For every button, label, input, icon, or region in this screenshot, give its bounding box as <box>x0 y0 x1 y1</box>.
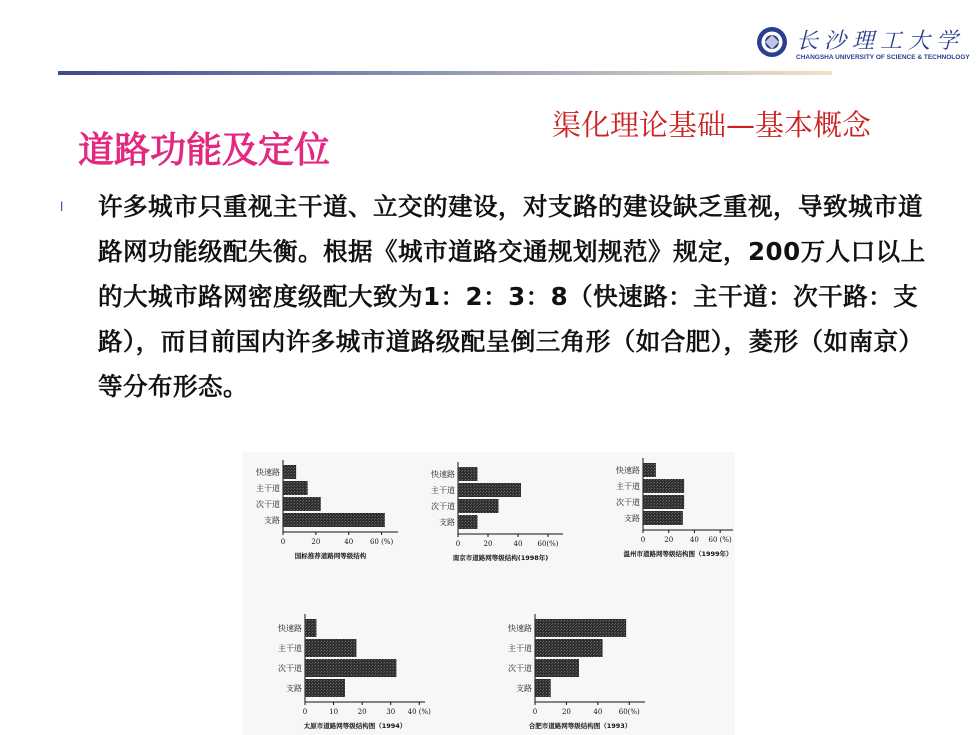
chart-3-bar <box>643 479 684 493</box>
chart-3-tick-label: 20 <box>664 536 674 544</box>
chart-2-bar <box>458 515 478 529</box>
chart-2-category-label: 主干道 <box>431 486 455 495</box>
chart-5-category-label: 次干道 <box>508 664 532 673</box>
chart-4-bar <box>305 639 356 657</box>
chart-5-category-label: 主干道 <box>508 644 532 653</box>
chart-3-tick-label: 40 <box>689 536 699 544</box>
university-emblem-icon <box>756 26 788 58</box>
chart-4-category-label: 快速路 <box>278 624 302 633</box>
body-paragraph: 许多城市只重视主干道、立交的建设，对支路的建设缺乏重视，导致城市道路网功能级配失衡。根据《城市道路交通规划规范》规定，200万人口以上的大城市路网密度级配大致为1：2：3：8（快速路：主干道：次干路：支路），而目前国内许多城市道路级配呈倒三角形（如合肥），菱形（如南京）等分布形态。 <box>98 192 926 401</box>
chart-5-title: 合肥市道路网等级结构图（1993） <box>528 722 632 730</box>
chart-1-category-label: 快速路 <box>256 468 280 477</box>
chart-3-bar <box>643 511 683 525</box>
chart-3-bar <box>643 463 656 477</box>
university-logo <box>756 22 970 66</box>
chart-3-category-label: 支路 <box>624 514 640 523</box>
chart-1-tick-label: 60 (%) <box>369 538 394 546</box>
road-hierarchy-figure <box>243 452 735 735</box>
logo-name-en: CHANGSHA UNIVERSITY OF SCIENCE & TECHNOLOGY <box>796 54 970 61</box>
chart-5-bar <box>535 639 603 657</box>
chart-4-bar <box>305 619 316 637</box>
chart-4-tick-label: 40 (%) <box>407 708 431 716</box>
chart-5-bar <box>535 619 626 637</box>
chart-1-tick-label: 20 <box>311 538 321 546</box>
chart-2-bar <box>458 499 499 513</box>
chart-3-category-label: 快速路 <box>616 466 640 475</box>
chart-2-title: 南京市道路网等级结构(1998年) <box>452 554 549 562</box>
chart-5-category-label: 支路 <box>516 684 532 693</box>
chart-5-tick-label: 40 <box>593 708 603 716</box>
chart-5-category-label: 快速路 <box>508 624 532 633</box>
chart-1-category-label: 支路 <box>264 516 280 525</box>
chart-5-tick-label: 0 <box>532 708 538 716</box>
chart-1-bar <box>283 465 296 479</box>
chart-4-tick-label: 20 <box>357 708 367 716</box>
chart-5-tick-label: 60(%) <box>618 708 640 716</box>
chart-1-title: 国标推荐道路网等级结构 <box>294 552 367 560</box>
chart-2-bar <box>458 483 521 497</box>
section-subtitle: 渠化理论基础—基本概念 <box>552 108 872 142</box>
chart-2-tick-label: 0 <box>455 540 461 548</box>
chart-3-tick-label: 0 <box>640 536 646 544</box>
chart-1-category-label: 次干道 <box>256 500 280 509</box>
chart-3-tick-label: 60 (%) <box>708 536 732 544</box>
chart-4-bar <box>305 679 345 697</box>
chart-4-tick-label: 0 <box>302 708 308 716</box>
chart-4-category-label: 主干道 <box>278 644 302 653</box>
chart-3-category-label: 次干道 <box>616 498 640 507</box>
chart-5-tick-label: 20 <box>561 708 571 716</box>
chart-1-bar <box>283 513 385 527</box>
chart-3-category-label: 主干道 <box>616 482 640 491</box>
chart-4-bar <box>305 659 396 677</box>
slide-title: 道路功能及定位 <box>78 130 331 171</box>
chart-2-category-label: 次干道 <box>431 502 455 511</box>
chart-4-category-label: 支路 <box>286 684 302 693</box>
chart-2-tick-label: 40 <box>513 540 523 548</box>
road-hierarchy-charts <box>243 452 735 735</box>
chart-2-tick-label: 60(%) <box>537 540 559 548</box>
chart-4-category-label: 次干道 <box>278 664 302 673</box>
chart-2-category-label: 支路 <box>439 518 455 527</box>
chart-4-tick-label: 30 <box>386 708 396 716</box>
chart-4-title: 太原市道路网等级结构图（1994） <box>303 722 407 730</box>
chart-4-tick-label: 10 <box>329 708 339 716</box>
chart-1-tick-label: 0 <box>280 538 286 546</box>
bullet-marker: l <box>60 200 64 214</box>
chart-3-bar <box>643 495 684 509</box>
chart-5-bar <box>535 659 579 677</box>
header-rule <box>58 71 832 77</box>
logo-name-cn: 长沙理工大学 <box>796 29 965 54</box>
chart-5-bar <box>535 679 551 697</box>
chart-1-category-label: 主干道 <box>256 484 280 493</box>
chart-2-category-label: 快速路 <box>431 470 455 479</box>
chart-3-title: 温州市道路网等级结构图（1999年） <box>623 550 733 558</box>
chart-1-bar <box>283 497 321 511</box>
chart-2-tick-label: 20 <box>483 540 493 548</box>
chart-2-bar <box>458 467 478 481</box>
chart-1-tick-label: 40 <box>344 538 354 546</box>
chart-1-bar <box>283 481 308 495</box>
